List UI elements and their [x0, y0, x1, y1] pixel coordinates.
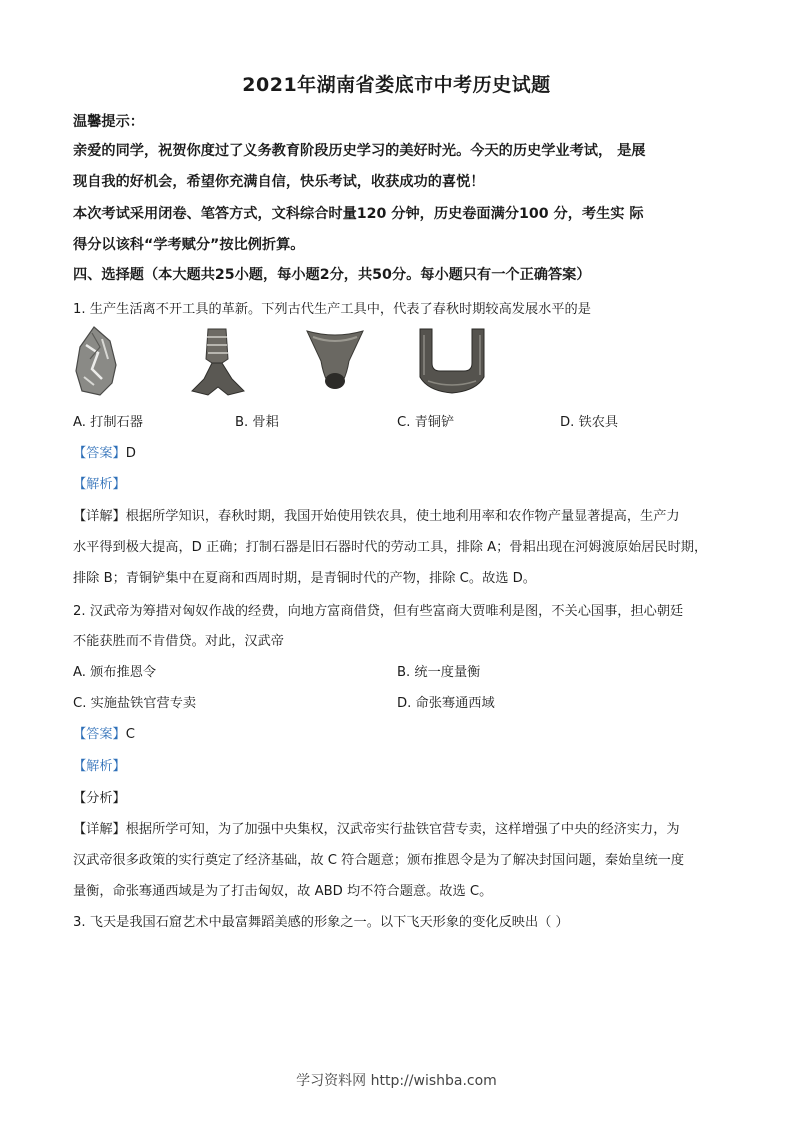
q2-detail-line: 【详解】根据所学可知，为了加强中央集权，汉武帝实行盐铁官营专卖，这样增强了中央的经济实力，为 — [73, 822, 680, 837]
detail-label: 【详解】 — [73, 509, 126, 524]
q1-option-c: C. 青铜铲 — [397, 415, 455, 430]
q1-analysis-label: 【解析】 — [73, 477, 126, 492]
q1-option-a: A. 打制石器 — [73, 415, 143, 430]
q1-answer — [73, 442, 136, 461]
notice-heading: 温馨提示： — [73, 114, 144, 130]
q2-detail-line: 汉武帝很多政策的实行奠定了经济基础，故 C 符合题意；颁布推恩令是为了解决封国问题，秦始皇统一度 — [73, 853, 685, 868]
notice-line: 亲爱的同学，祝贺你度过了义务教育阶段历史学习的美好时光。今天的历史学业考试， 是展 — [73, 143, 646, 159]
bone-spade-image — [188, 325, 248, 401]
q1-detail-line: 水平得到极大提高，D 正确；打制石器是旧石器时代的劳动工具，排除 A；骨耜出现在河姆渡原始居民时期， — [73, 540, 708, 555]
q2-answer-value: C — [125, 727, 135, 742]
q1-option-d: D. 铁农具 — [560, 415, 619, 430]
detail-label: 【详解】 — [73, 822, 126, 837]
q2-stem-line: 不能获胜而不肯借贷。对此，汉武帝 — [73, 634, 284, 649]
q2-answer — [73, 723, 135, 742]
notice-line: 现自我的好机会，希望你充满自信，快乐考试，收获成功的喜悦！ — [73, 174, 485, 190]
page-title: 2021年湖南省娄底市中考历史试题 — [242, 74, 551, 96]
q1-detail-line: 【详解】根据所学知识，春秋时期，我国开始使用铁农具，使土地利用率和农作物产量显著提高，生产力 — [73, 509, 680, 524]
bronze-shovel-image — [303, 325, 367, 401]
q1-detail-line: 排除 B；青铜铲集中在夏商和西周时期，是青铜时代的产物，排除 C。故选 D。 — [73, 571, 536, 586]
q2-analysis-label: 【解析】 — [73, 759, 126, 774]
answer-label: 【答案】 — [73, 446, 126, 461]
section-heading: 四、选择题（本大题共25小题，每小题2分，共50分。每小题只有一个正确答案） — [73, 267, 591, 283]
q1-stem: 1. 生产生活离不开工具的革新。下列古代生产工具中，代表了春秋时期较高发展水平的是 — [73, 302, 591, 317]
q3-stem: 3. 飞天是我国石窟艺术中最富舞蹈美感的形象之一。以下飞天形象的变化反映出（ ） — [73, 915, 569, 930]
q2-fenxi-label: 【分析】 — [73, 791, 126, 806]
iron-tool-image — [416, 325, 488, 401]
answer-label: 【答案】 — [73, 727, 126, 742]
notice-line: 得分以该科“学考赋分”按比例折算。 — [73, 237, 305, 253]
q2-stem-line: 2. 汉武帝为筹措对匈奴作战的经费，向地方富商借贷，但有些富商大贾唯利是图，不关心国事，担心朝廷 — [73, 604, 684, 619]
notice-line: 本次考试采用闭卷、笔答方式，文科综合时量120 分钟，历史卷面满分100 分，考生实 际 — [73, 206, 644, 222]
q2-option-c: C. 实施盐铁官营专卖 — [73, 696, 197, 711]
q1-answer-value: D — [125, 446, 136, 461]
q1-option-b: B. 骨耜 — [235, 415, 279, 430]
q2-option-a: A. 颁布推恩令 — [73, 665, 157, 680]
q2-detail-line: 量衡，命张骞通西域是为了打击匈奴，故 ABD 均不符合题意。故选 C。 — [73, 884, 493, 899]
footer-watermark: 学习资料网 http://wishba.com — [296, 1073, 497, 1089]
q2-option-b: B. 统一度量衡 — [397, 665, 481, 680]
stone-tool-image — [72, 325, 120, 401]
q2-option-d: D. 命张骞通西域 — [397, 696, 495, 711]
